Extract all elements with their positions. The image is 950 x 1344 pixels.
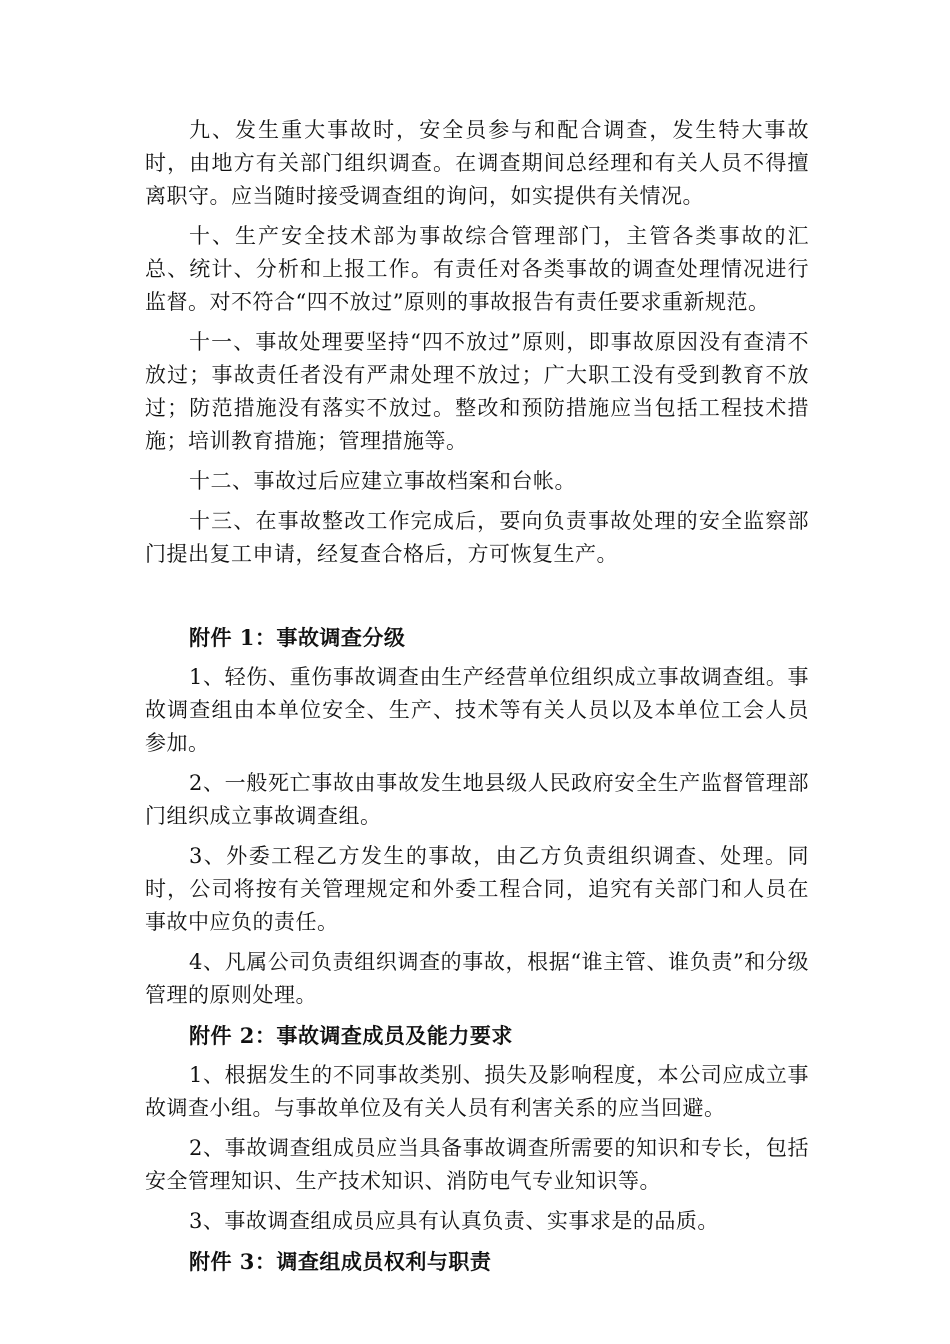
section-spacer (145, 578, 809, 621)
attachment-2-item-3: 3、事故调查组成员应具有认真负责、实事求是的品质。 (189, 1209, 719, 1233)
attachment-1-item-3: 3、外委工程乙方发生的事故，由乙方负责组织调查、处理。同时，公司将按有关管理规定和外委工程合同，追究有关部门和人员在事故中应负的责任。 (145, 844, 809, 934)
attachment-3-title: 附件 3：调查组成员权利与职责 (189, 1249, 492, 1274)
attachment-2-item-1: 1、根据发生的不同事故类别、损失及影响程度，本公司应成立事故调查小组。与事故单位及有关人员有利害关系的应当回避。 (145, 1063, 809, 1120)
paragraph-13: 十三、在事故整改工作完成后，要向负责事故处理的安全监察部门提出复工申请，经复查合格后，方可恢复生产。 (145, 509, 809, 566)
attachment-1-item-2: 2、一般死亡事故由事故发生地县级人民政府安全生产监督管理部门组织成立事故调查组。 (145, 771, 809, 828)
attachment-2-title: 附件 2：事故调查成员及能力要求 (189, 1023, 513, 1048)
attachment-2-item-2: 2、事故调查组成员应当具备事故调查所需要的知识和专长，包括安全管理知识、生产技术知识、消防电气专业知识等。 (145, 1136, 809, 1193)
paragraph-10: 十、生产安全技术部为事故综合管理部门，主管各类事故的汇总、统计、分析和上报工作。有责任对各类事故的调查处理情况进行监督。对不符合“四不放过”原则的事故报告有责任要求重新规范。 (145, 224, 809, 314)
attachment-1-item-1: 1、轻伤、重伤事故调查由生产经营单位组织成立事故调查组。事故调查组由本单位安全、生产、技术等有关人员以及本单位工会人员参加。 (145, 665, 809, 755)
paragraph-11: 十一、事故处理要坚持“四不放过”原则，即事故原因没有查清不放过；事故责任者没有严肃处理不放过；广大职工没有受到教育不放过；防范措施没有落实不放过。整改和预防措施应当包括工程技术措施；培训教育措施；管理措施等。 (145, 330, 809, 453)
attachment-1-title: 附件 1：事故调查分级 (189, 625, 406, 650)
document-body (145, 114, 809, 1285)
paragraph-12: 十二、事故过后应建立事故档案和台帐。 (189, 469, 576, 493)
attachment-1-item-4: 4、凡属公司负责组织调查的事故，根据“谁主管、谁负责”和分级管理的原则处理。 (145, 950, 809, 1007)
paragraph-9: 九、发生重大事故时，安全员参与和配合调查，发生特大事故时，由地方有关部门组织调查。在调查期间总经理和有关人员不得擅离职守。应当随时接受调查组的询问，如实提供有关情况。 (145, 118, 809, 208)
